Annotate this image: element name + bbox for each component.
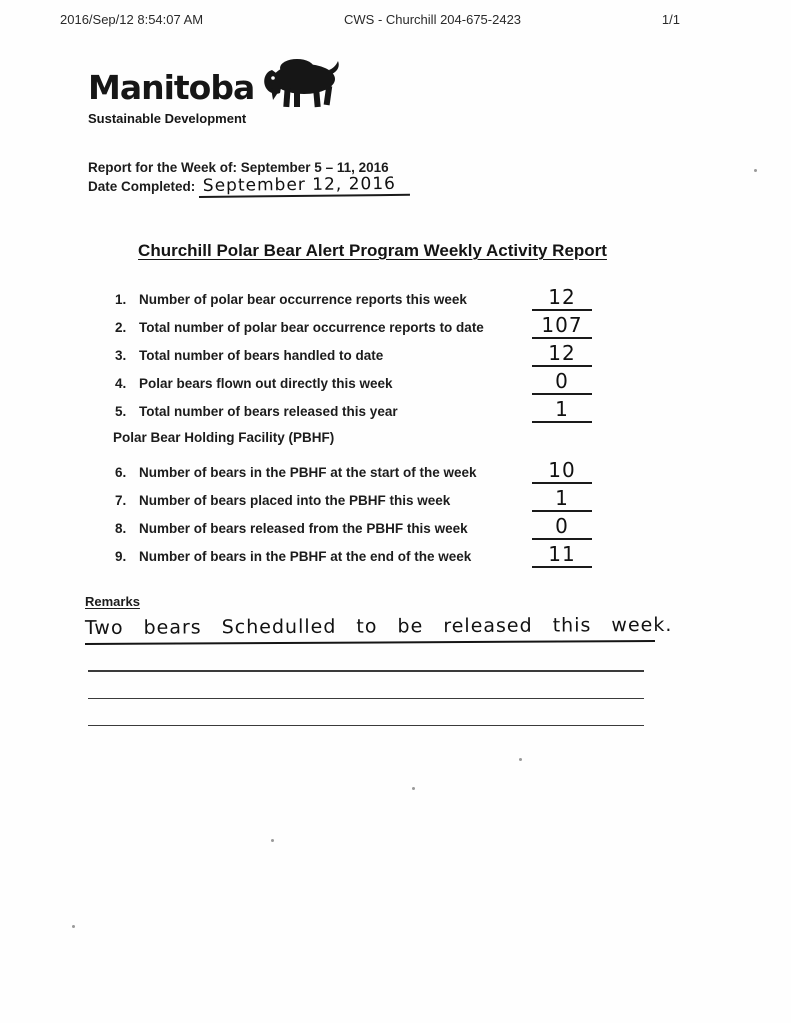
fax-header bbox=[60, 12, 680, 27]
blank-ruled-line bbox=[88, 672, 644, 699]
item-number: 6. bbox=[115, 464, 127, 480]
blank-ruled-line bbox=[88, 699, 644, 726]
logo-subtitle: Sustainable Development bbox=[88, 111, 247, 126]
scan-artifact-dot bbox=[754, 169, 757, 172]
handwritten-value: 107 bbox=[532, 315, 592, 339]
handwritten-value: 0 bbox=[532, 516, 592, 540]
item-label: Polar bears flown out directly this week bbox=[139, 375, 393, 391]
scan-artifact-dot bbox=[412, 787, 415, 790]
report-week-label: Report for the Week of: bbox=[88, 160, 238, 175]
item-label: Number of bears in the PBHF at the start of the week bbox=[139, 464, 477, 480]
handwritten-value: 0 bbox=[532, 371, 592, 395]
blank-ruled-line bbox=[88, 645, 644, 672]
handwritten-value: 11 bbox=[532, 544, 592, 568]
item-number: 7. bbox=[115, 492, 127, 508]
handwritten-value: 1 bbox=[532, 488, 592, 512]
remarks-handwritten-text: Two bears Schedulled to be released this week. bbox=[85, 613, 655, 645]
fax-timestamp: 2016/Sep/12 8:54:07 AM bbox=[60, 12, 204, 27]
handwritten-value: 10 bbox=[532, 460, 592, 484]
item-label: Number of bears released from the PBHF this week bbox=[139, 520, 468, 536]
date-completed-label: Date Completed: bbox=[88, 179, 196, 194]
report-items bbox=[115, 285, 592, 570]
date-completed-line bbox=[88, 173, 410, 198]
scan-artifact-dot bbox=[519, 758, 522, 761]
handwritten-value: 12 bbox=[532, 287, 592, 311]
report-week-value: September 5 – 11, 2016 bbox=[240, 160, 389, 175]
logo-brand-text: Manitoba bbox=[88, 68, 255, 107]
item-number: 2. bbox=[115, 319, 127, 335]
report-item bbox=[115, 458, 592, 486]
fax-sender: CWS - Churchill 204-675-2423 bbox=[344, 12, 522, 27]
item-number: 5. bbox=[115, 403, 127, 419]
handwritten-value: 1 bbox=[532, 399, 592, 423]
item-number: 4. bbox=[115, 375, 127, 391]
report-item bbox=[115, 313, 592, 341]
report-item bbox=[115, 542, 592, 570]
manitoba-logo bbox=[88, 62, 340, 126]
report-item bbox=[115, 397, 592, 425]
item-label: Number of polar bear occurrence reports this week bbox=[139, 291, 467, 307]
report-item bbox=[115, 285, 592, 313]
date-completed-handwritten: September 12, 2016 bbox=[199, 176, 410, 198]
bison-icon bbox=[260, 56, 340, 113]
remarks-section bbox=[84, 594, 673, 726]
item-label: Number of bears placed into the PBHF this week bbox=[139, 492, 451, 508]
scan-artifact-dot bbox=[72, 925, 75, 928]
report-item bbox=[115, 369, 592, 397]
pbhf-section-heading: Polar Bear Holding Facility (PBHF) bbox=[113, 430, 335, 445]
item-number: 9. bbox=[115, 548, 127, 564]
item-label: Number of bears in the PBHF at the end of the week bbox=[139, 548, 472, 564]
fax-page-count: 1/1 bbox=[661, 12, 680, 27]
report-info bbox=[88, 158, 410, 198]
item-number: 8. bbox=[115, 520, 127, 536]
report-title: Churchill Polar Bear Alert Program Weekly Activity Report bbox=[138, 241, 607, 260]
remarks-label: Remarks bbox=[85, 594, 140, 609]
item-label: Total number of polar bear occurrence reports to date bbox=[139, 319, 484, 335]
handwritten-value: 12 bbox=[532, 343, 592, 367]
report-item bbox=[115, 486, 592, 514]
item-number: 3. bbox=[115, 347, 127, 363]
item-number: 1. bbox=[115, 291, 127, 307]
report-item bbox=[115, 514, 592, 542]
item-label: Total number of bears released this year bbox=[139, 403, 398, 419]
scan-artifact-dot bbox=[271, 839, 274, 842]
item-label: Total number of bears handled to date bbox=[139, 347, 384, 363]
report-item bbox=[115, 341, 592, 369]
